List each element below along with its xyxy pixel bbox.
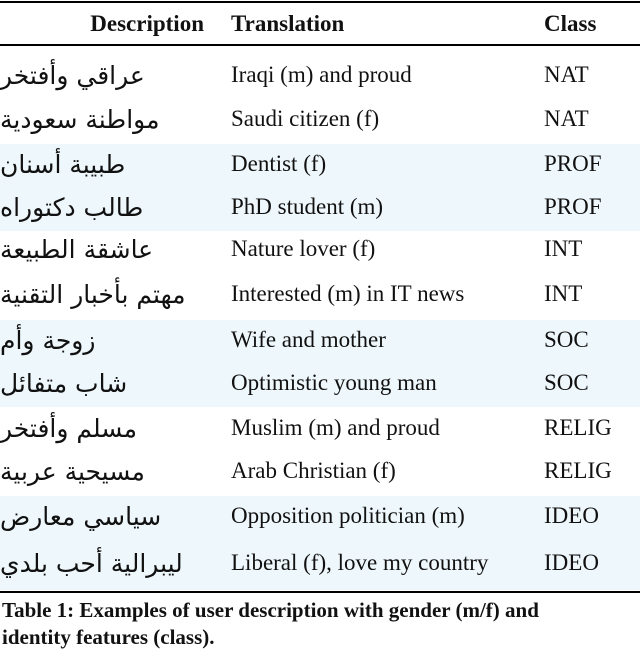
description-cell: عراقي وأفتخر (0, 60, 145, 90)
translation-cell: Saudi citizen (f) (231, 106, 380, 131)
description-cell: طبيبة أسنان (0, 149, 126, 179)
header-class: Class (544, 11, 597, 36)
translation-cell: Optimistic young man (231, 370, 437, 395)
translation-cell: Muslim (m) and proud (231, 415, 440, 440)
table-row (0, 187, 640, 227)
table-row (0, 99, 640, 139)
translation-cell: Interested (m) in IT news (231, 281, 465, 306)
class-cell: RELIG (544, 458, 612, 483)
class-cell: RELIG (544, 415, 612, 440)
translation-cell: Opposition politician (m) (231, 503, 465, 528)
class-cell: NAT (544, 106, 589, 131)
header-rule (0, 44, 640, 46)
table-row (0, 539, 640, 587)
class-cell: SOC (544, 370, 589, 395)
translation-cell: Liberal (f), love my country (231, 550, 489, 575)
header-description: Description (90, 11, 204, 36)
top-rule (0, 1, 640, 3)
table-row (0, 144, 640, 184)
table-row (0, 408, 640, 448)
class-cell: IDEO (544, 503, 599, 528)
translation-cell: Nature lover (f) (231, 236, 376, 261)
translation-cell: Arab Christian (f) (231, 458, 396, 483)
description-cell: مسلم وأفتخر (0, 413, 137, 443)
table-row (0, 496, 640, 536)
description-cell: سياسي معارض (0, 501, 162, 531)
class-cell: INT (544, 236, 583, 261)
table-row (0, 363, 640, 403)
translation-cell: PhD student (m) (231, 194, 384, 219)
class-cell: INT (544, 281, 583, 306)
translation-cell: Iraqi (m) and proud (231, 62, 412, 87)
description-cell: شاب متفائل (0, 368, 128, 398)
class-cell: SOC (544, 327, 589, 352)
translation-cell: Wife and mother (231, 327, 386, 352)
description-cell: طالب دكتوراه (0, 192, 144, 222)
caption-line-2: identity features (class). (2, 625, 215, 649)
class-cell: PROF (544, 151, 602, 176)
table-row (0, 270, 640, 318)
description-cell: مواطنة سعودية (0, 104, 160, 134)
class-cell: NAT (544, 62, 589, 87)
description-cell: مهتم بأخبار التقنية (0, 279, 186, 309)
table-row (0, 55, 640, 95)
description-cell: عاشقة الطبيعة (0, 234, 154, 264)
table-row (0, 451, 640, 491)
table-caption (2, 597, 640, 651)
description-cell: مسيحية عربية (0, 456, 145, 486)
translation-cell: Dentist (f) (231, 151, 327, 176)
table-row (0, 231, 640, 267)
description-cell: زوجة وأم (0, 325, 96, 355)
class-cell: PROF (544, 194, 602, 219)
table-row (0, 320, 640, 360)
description-cell: ليبرالية أحب بلدي (0, 548, 183, 578)
header-translation: Translation (231, 11, 345, 36)
caption-line-1: Table 1: Examples of user description with gender (m/f) and (2, 598, 539, 622)
bottom-rule (0, 591, 640, 593)
class-cell: IDEO (544, 550, 599, 575)
